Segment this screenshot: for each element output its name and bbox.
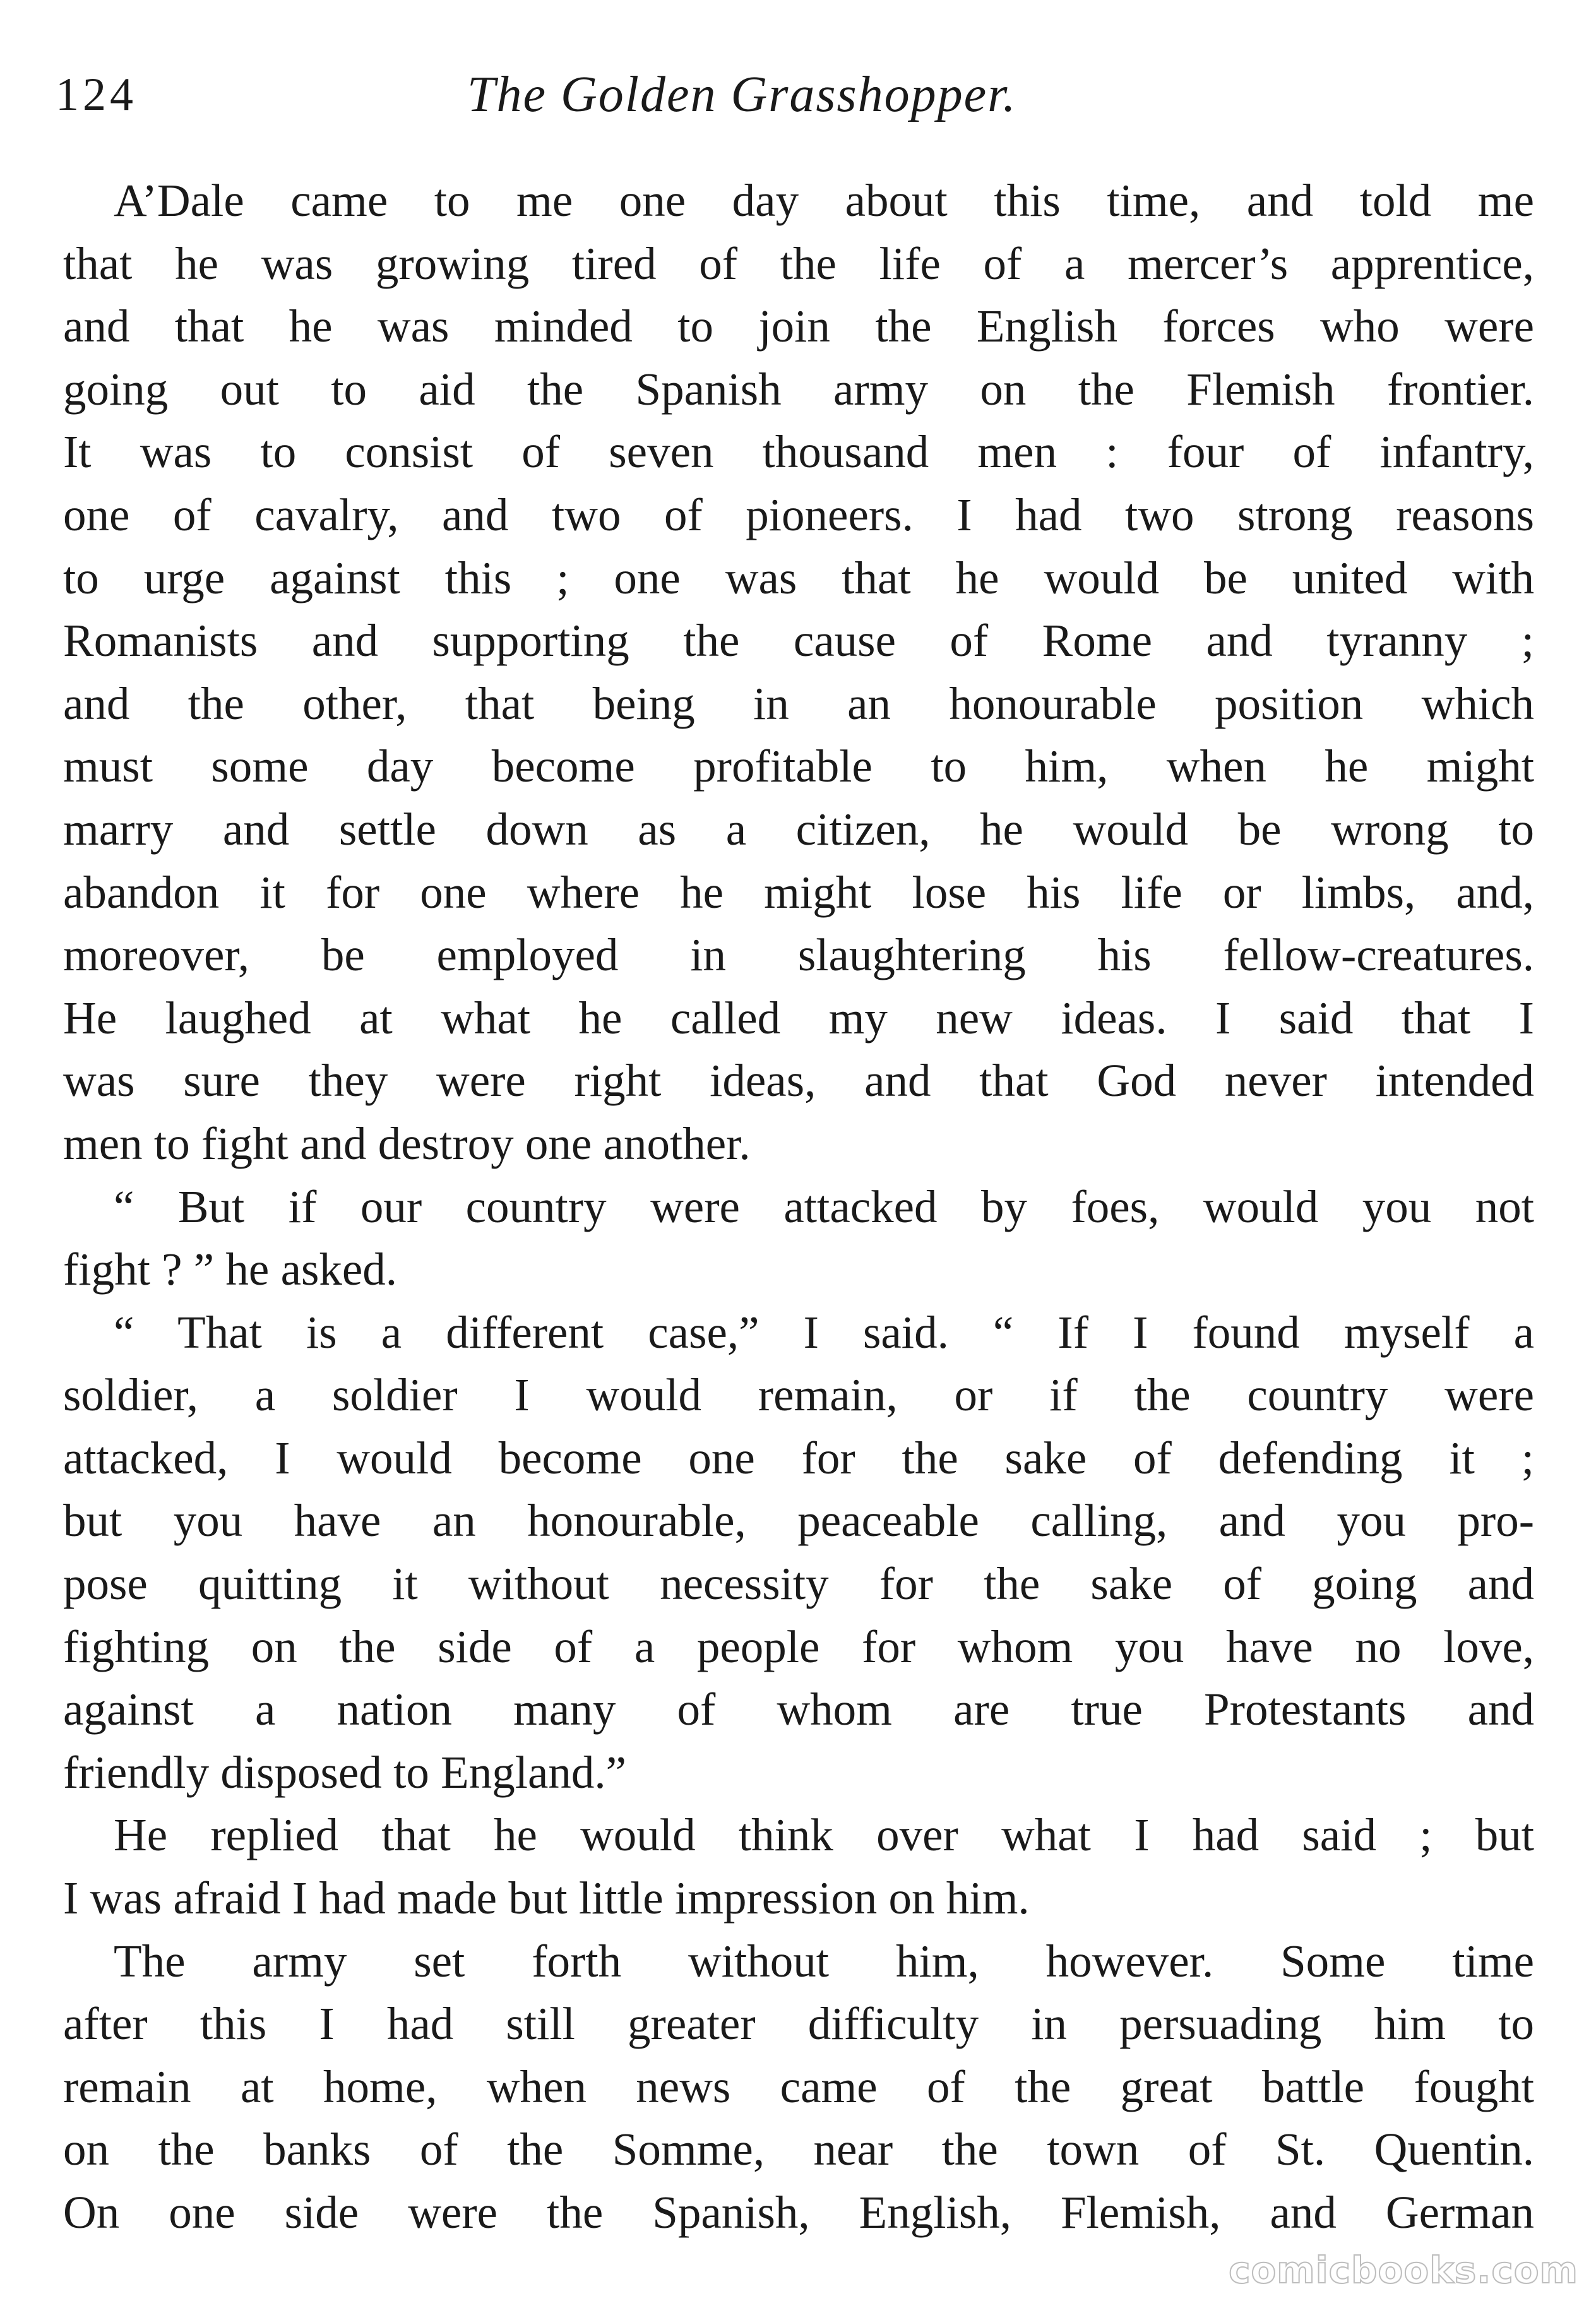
- text-line: on the banks of the Somme, near the town of St. Quentin.: [63, 2124, 1534, 2175]
- text-line: fight ? ” he asked.: [63, 1244, 398, 1295]
- text-line: remain at home, when news came of the great battle fought: [63, 2061, 1534, 2112]
- text-line: was sure they were right ideas, and that God never intended: [63, 1055, 1534, 1107]
- text-line: one of cavalry, and two of pioneers. I had two strong reasons: [63, 489, 1534, 540]
- text-line: against a nation many of whom are true Protestants and: [63, 1684, 1534, 1735]
- text-line: attacked, I would become one for the sake of defending it ;: [63, 1432, 1534, 1484]
- running-title: The Golden Grasshopper.: [467, 67, 1017, 122]
- text-line: to urge against this ; one was that he would be united with: [63, 552, 1534, 604]
- text-line: He laughed at what he called my new ideas. I said that I: [63, 992, 1534, 1044]
- text-line: abandon it for one where he might lose his life or limbs, and,: [63, 866, 1534, 918]
- text-line: fighting on the side of a people for whom you have no love,: [63, 1621, 1534, 1672]
- text-line: friendly disposed to England.”: [63, 1746, 627, 1798]
- text-line: marry and settle down as a citizen, he would be wrong to: [63, 803, 1534, 855]
- text-line: It was to consist of seven thousand men : four of infantry,: [63, 426, 1534, 478]
- text-line: and that he was minded to join the English forces who were: [63, 300, 1534, 352]
- text-line: The army set forth without him, however. Some time: [114, 1935, 1534, 1987]
- text-line: soldier, a soldier I would remain, or if the country were: [63, 1369, 1534, 1421]
- page-number: 124: [56, 69, 137, 121]
- watermark: comicbooks.com: [1229, 2249, 1578, 2292]
- text-line: He replied that he would think over what I had said ; but: [114, 1809, 1534, 1861]
- text-line: but you have an honourable, peaceable calling, and you pro-: [63, 1495, 1534, 1547]
- text-line: I was afraid I had made but little impression on him.: [63, 1872, 1030, 1924]
- text-line: “ But if our country were attacked by foes, would you not: [114, 1181, 1534, 1232]
- text-line: going out to aid the Spanish army on the Flemish frontier.: [63, 363, 1534, 415]
- text-line: Romanists and supporting the cause of Rome and tyranny ;: [63, 615, 1534, 667]
- body-text: [63, 169, 1534, 2244]
- text-line: that he was growing tired of the life of a mercer’s apprentice,: [63, 237, 1534, 289]
- text-line: men to fight and destroy one another.: [63, 1117, 751, 1169]
- text-line: “ That is a different case,” I said. “ If I found myself a: [114, 1306, 1534, 1358]
- text-line: pose quitting it without necessity for the sake of going and: [63, 1558, 1534, 1610]
- text-line: and the other, that being in an honourable position which: [63, 677, 1534, 729]
- text-line: On one side were the Spanish, English, Flemish, and German: [63, 2187, 1534, 2238]
- page-header: [0, 60, 1596, 129]
- text-line: after this I had still greater difficulty in persuading him to: [63, 1998, 1534, 2050]
- text-line: A’Dale came to me one day about this time, and told me: [114, 175, 1534, 226]
- text-line: moreover, be employed in slaughtering his fellow-creatures.: [63, 929, 1534, 981]
- text-line: must some day become profitable to him, when he might: [63, 741, 1534, 792]
